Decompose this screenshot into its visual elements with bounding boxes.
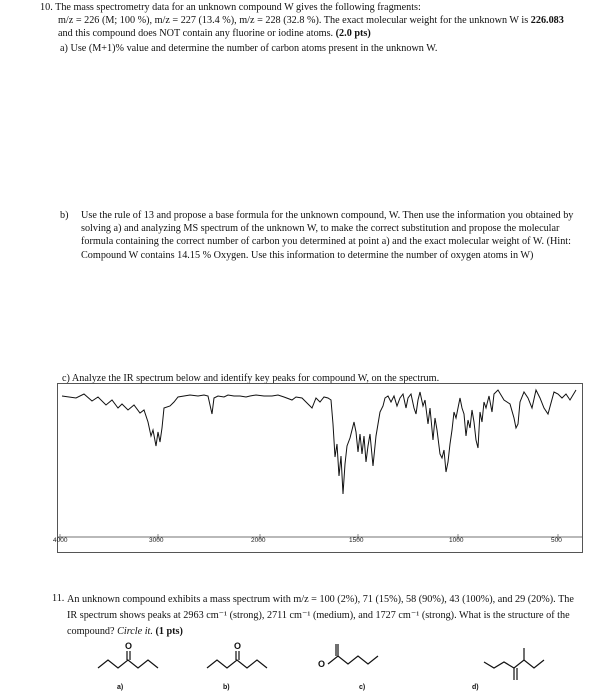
q11-instruction: Circle it. [117, 626, 153, 637]
q10-part-c: c) Analyze the IR spectrum below and identify key peaks for compound W, on the spectrum. [62, 373, 440, 384]
option-label-d: d) [472, 684, 479, 691]
structure-option-b[interactable] [207, 651, 267, 668]
q10-header [40, 1, 600, 14]
q11-points: (1 pts) [155, 626, 183, 637]
q10-points: (2.0 pts) [335, 28, 371, 40]
structure-option-d[interactable] [484, 648, 544, 680]
q10-weight-rest: and this compound does NOT contain any fluorine or iodine atoms. [58, 28, 334, 40]
q11-number: 11. [52, 593, 65, 604]
q10-weight: 226.083 [530, 15, 564, 26]
ir-tick-label: 2000 [251, 537, 266, 544]
q10-fragments-block [58, 14, 578, 40]
q10-number: 10. [40, 2, 53, 13]
q10-fragments: m/z = 226 (M; 100 %), m/z = 227 (13.4 %), m/z = 228 (32.8 %). The exact molecular weight for the unknown W is [58, 15, 529, 26]
q10-part-b: Use the rule of 13 and propose a base formula for the unknown compound, W. Then use the information you obtained by solving a) and analyzing MS spectrum of the unknown W, to make the correct substitution and propose the molecular formula containing the correct number of carbon you determined at point a) and the exact molecular weight of W. (Hint: Compound W contains 14.15 % Oxygen. Use this information to determine the number of oxygen atoms in W) [81, 210, 574, 261]
carbonyl-oxygen-a: O [125, 641, 133, 651]
ir-tick-label: 3000 [149, 537, 164, 544]
q11-text-block [67, 592, 583, 640]
option-label-b: b) [223, 684, 230, 691]
option-label-c: c) [359, 684, 366, 691]
option-label-a: a) [117, 684, 124, 691]
q10-intro: The mass spectrometry data for an unknown compound W gives the following fragments: [55, 2, 421, 13]
q11-structures [0, 640, 609, 700]
ir-spectrum-trace [62, 390, 576, 494]
q11-text: An unknown compound exhibits a mass spectrum with m/z = 100 (2%), 71 (15%), 58 (90%), 43 (100%), and 29 (20%). The IR spectrum shows peaks at 2963 cm⁻¹ (strong), 2711 cm⁻¹ (medium), and 1727 cm⁻¹ (strong). What is the structure of the compound? [67, 594, 574, 637]
ir-spectrum [57, 383, 583, 553]
ir-tick-label: 1000 [449, 537, 464, 544]
structure-option-a[interactable] [98, 651, 158, 668]
ether-oxygen-c: O [318, 659, 326, 669]
structure-option-c[interactable] [328, 644, 378, 664]
ir-tick-label: 1500 [349, 537, 364, 544]
ir-tick-label: 4000 [53, 537, 68, 544]
q10-part-b-label: b) [60, 210, 69, 221]
q10-part-a: a) Use (M+1)% value and determine the number of carbon atoms present in the unknown W. [60, 43, 438, 54]
carbonyl-oxygen-b: O [234, 641, 242, 651]
ir-tick-label: 500 [551, 537, 562, 544]
ir-spectrum-svg [58, 384, 582, 552]
